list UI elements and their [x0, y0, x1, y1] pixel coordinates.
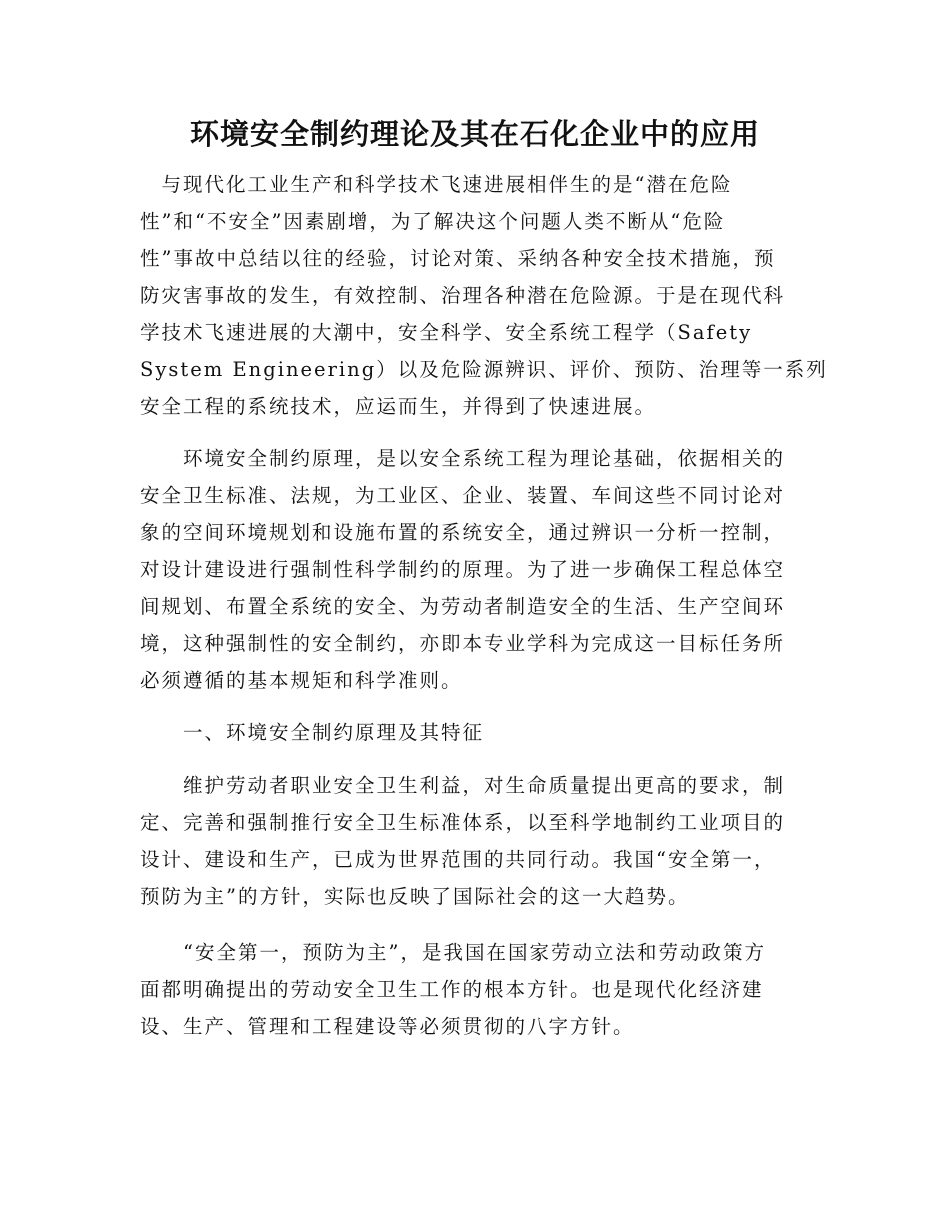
section-heading	[140, 714, 820, 751]
text-line: 性”和“不安全”因素剧增，为了解决这个问题人类不断从“危险	[140, 210, 726, 233]
text-line: 学技术飞速进展的大潮中，安全科学、安全系统工程学（Safety	[140, 321, 753, 344]
text-line: 环境安全制约原理，是以安全系统工程为理论基础，依据相关的	[140, 447, 786, 470]
text-line: 设、生产、管理和工程建设等必须贯彻的八字方针。	[140, 1015, 635, 1038]
paragraph-section-body	[140, 767, 820, 915]
text-line: 安全工程的系统技术，应运而生，并得到了快速进展。	[140, 395, 657, 418]
paragraph-principle	[140, 440, 820, 699]
text-line: 与现代化工业生产和科学技术飞速进展相伴生的是“潜在危险	[140, 173, 733, 196]
text-line: 必须遵循的基本规矩和科学准则。	[140, 669, 463, 692]
text-line: 象的空间环境规划和设施布置的系统安全，通过辨识一分析一控制，	[140, 521, 786, 544]
text-line: 间规划、布置全系统的安全、为劳动者制造安全的生活、生产空间环	[140, 595, 786, 618]
text-line: 设计、建设和生产，已成为世界范围的共同行动。我国“安全第一，	[140, 848, 776, 871]
text-line: 定、完善和强制推行安全卫生标准体系，以至科学地制约工业项目的	[140, 811, 786, 834]
text-line: “安全第一，预防为主”，是我国在国家劳动立法和劳动政策方	[140, 941, 766, 964]
text-line: 面都明确提出的劳动安全卫生工作的根本方针。也是现代化经济建	[140, 978, 764, 1001]
section-heading-text: 一、环境安全制约原理及其特征	[140, 721, 485, 744]
paragraph-policy	[140, 934, 820, 1045]
text-line: 安全卫生标准、法规，为工业区、企业、装置、车间这些不同讨论对	[140, 484, 786, 507]
text-line: 对设计建设进行强制性科学制约的原理。为了进一步确保工程总体空	[140, 558, 786, 581]
text-line: 防灾害事故的发生，有效控制、治理各种潜在危险源。于是在现代科	[140, 284, 786, 307]
text-line: 维护劳动者职业安全卫生利益，对生命质量提出更高的要求，制	[140, 774, 786, 797]
text-line: 性”事故中总结以往的经验，讨论对策、采纳各种安全技术措施，预	[140, 247, 776, 270]
paragraph-intro	[140, 166, 828, 425]
text-line: 预防为主”的方针，实际也反映了国际社会的这一大趋势。	[140, 885, 690, 908]
text-line: 境，这种强制性的安全制约，亦即本专业学科为完成这一目标任务所	[140, 632, 786, 655]
document-title: 环境安全制约理论及其在石化企业中的应用	[189, 117, 760, 151]
text-line: System Engineering）以及危险源辨识、评价、预防、治理等一系列	[140, 358, 828, 381]
